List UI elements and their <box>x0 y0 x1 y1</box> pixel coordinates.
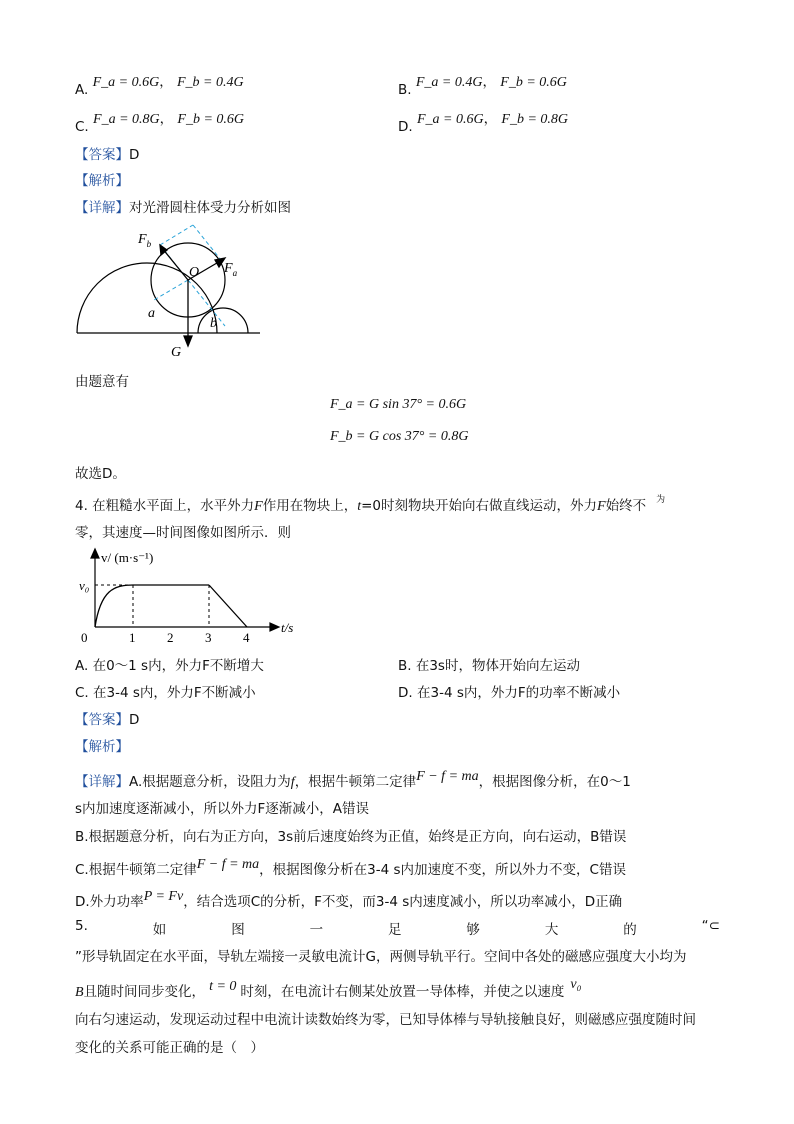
force-b-value: F_b = 0.4G <box>177 75 244 90</box>
option-letter: B. <box>398 82 412 98</box>
q4-stem-line1: 4. 在粗糙水平面上，水平外力F作用在物块上，t=0时刻物块开始向右做直线运动，外力F始终不 $^为$ <box>75 495 666 514</box>
q4-detail-d: D.外力功率P = Fv，结合选项C的分析，F不变，而3-4 s内速度减小，所以功率减小，D正确 <box>75 889 623 910</box>
q5-stem-line4: 向右匀速运动，发现运动过程中电流计读数始终为零，已知导体棒与导轨接触良好，则磁感应强度随时间 <box>75 1012 696 1028</box>
answer-value: D <box>129 147 140 163</box>
label-g: G <box>171 345 182 360</box>
q4-detail-a-line2: s内加速度逐渐减小，所以外力F逐渐减小，A错误 <box>75 801 370 817</box>
q3-answer <box>75 143 139 163</box>
label-fa: $F_a$ <box>224 261 238 278</box>
q4-analysis-label: 【解析】 <box>75 739 129 755</box>
x-tick-label: 2 <box>167 630 174 645</box>
answer-label: 【答案】 <box>75 147 129 163</box>
q5-stem-line5: 变化的关系可能正确的是（ ） <box>75 1040 264 1056</box>
q4-option-c: C. 在3-4 s内，外力F不断减小 <box>75 685 256 701</box>
q3-conclusion: 故选D。 <box>75 466 126 482</box>
q4-option-b: B. 在3s时，物体开始向左运动 <box>398 658 580 674</box>
x-ticks <box>81 630 250 645</box>
y-tick-v0: v₀ <box>79 578 90 593</box>
q3-option-d: D. F_a = 0.6G， F_b = 0.8G <box>398 111 568 135</box>
q4-answer <box>75 708 139 728</box>
q5-stem-line1: 5. 如 图 一 足 够 大 的 “⊂ <box>75 918 720 938</box>
label-a: a <box>148 306 155 321</box>
q5-stem-line3: B且随时间同步变化， t = 0 时刻，在电流计右侧某处放置一导体棒，并使之以速度 v₀ <box>75 977 582 1000</box>
q5-stem-line2: ”形导轨固定在水平面，导轨左端接一灵敏电流计G，两侧导轨平行。空间中各处的磁感应强度大小均为 <box>75 949 687 965</box>
q3-equation-1: F_a = G sin 37° = 0.6G <box>330 397 467 412</box>
force-b-value: F_b = 0.8G <box>501 112 568 127</box>
x-tick-label: 4 <box>243 630 250 645</box>
q4-option-a: A. 在0～1 s内，外力F不断增大 <box>75 658 264 674</box>
q4-detail-c: C.根据牛顿第二定律F − f = ma，根据图像分析在3-4 s内加速度不变，所以外力不变，C错误 <box>75 857 626 878</box>
y-axis-label: v/ (m·s⁻¹) <box>101 550 154 565</box>
superscript-wei: 为 <box>656 495 666 505</box>
cylinder-force-diagram <box>72 222 272 367</box>
detail-text: 对光滑圆柱体受力分析如图 <box>129 200 291 216</box>
velocity-curve <box>95 585 247 627</box>
label-fb: $F_b$ <box>138 232 152 249</box>
velocity-time-chart <box>79 545 315 645</box>
q4-stem-line2: 零，其速度—时间图像如图所示．则 <box>75 525 291 541</box>
q4-detail-b: B.根据题意分析，向右为正方向，3s前后速度始终为正值，始终是正方向，向右运动，B错误 <box>75 829 627 845</box>
accelerating-segment <box>95 585 133 627</box>
label-o: O <box>189 265 200 280</box>
q3-detail <box>75 196 291 216</box>
decelerating-segment <box>209 585 247 627</box>
x-tick-label: 0 <box>81 630 88 645</box>
answer-label: 【答案】 <box>75 712 129 728</box>
x-tick-label: 1 <box>129 630 136 645</box>
force-a-value: F_a = 0.8G <box>93 112 160 127</box>
q3-given: 由题意有 <box>75 374 129 390</box>
q3-equation-2: F_b = G cos 37° = 0.8G <box>330 429 469 444</box>
q4-option-d: D. 在3-4 s内，外力F的功率不断减小 <box>398 685 621 701</box>
force-a-value: F_a = 0.6G <box>416 112 484 127</box>
small-half-cylinder-b <box>198 308 248 333</box>
x-tick-label: 3 <box>205 630 212 645</box>
q3-analysis-label: 【解析】 <box>75 173 129 189</box>
force-b-value: F_b = 0.6G <box>177 112 245 127</box>
detail-label: 【详解】 <box>75 200 129 216</box>
q3-option-b: B. F_a = 0.4G， F_b = 0.6G <box>398 74 567 98</box>
x-axis-label: t/s <box>281 620 294 635</box>
label-b: b <box>210 316 217 331</box>
answer-value: D <box>129 712 140 728</box>
option-letter: D. <box>398 119 413 135</box>
q3-option-a: A. F_a = 0.6G， F_b = 0.4G <box>75 74 244 98</box>
force-b-value: F_b = 0.6G <box>500 75 567 90</box>
force-a-value: F_a = 0.4G <box>415 75 483 90</box>
q4-detail-a: 【详解】A.根据题意分析，设阻力为f，根据牛顿第二定律F − f = ma，根据图像分析，在0～1 <box>75 769 631 790</box>
q3-option-c: C. F_a = 0.8G， F_b = 0.6G <box>75 111 245 135</box>
force-a-value: F_a = 0.6G <box>92 75 160 90</box>
option-letter: C. <box>75 119 89 135</box>
option-letter: A. <box>75 82 89 98</box>
